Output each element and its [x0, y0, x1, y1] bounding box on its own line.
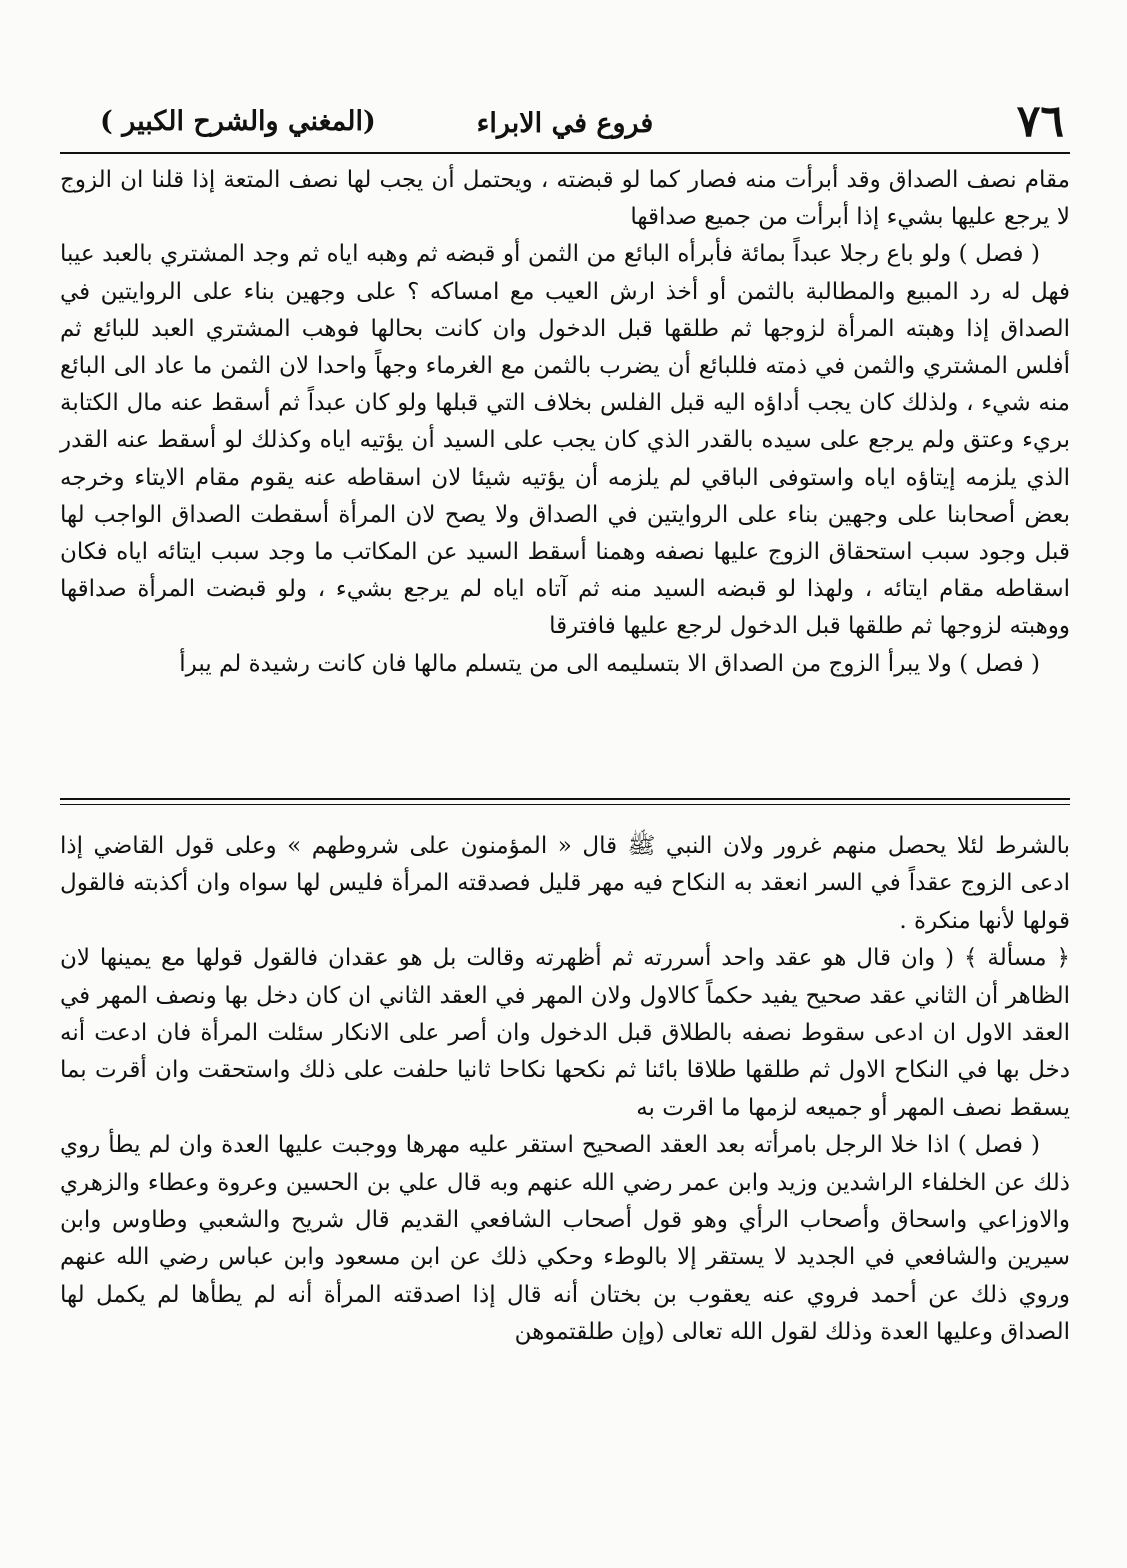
section-title: فروع في الابراء: [476, 108, 654, 139]
main-text: [60, 162, 1070, 683]
section-divider: [60, 798, 1070, 805]
page-number: ٧٦: [1016, 96, 1064, 147]
page-header: [60, 90, 1070, 152]
commentary-text: [60, 828, 1070, 1352]
paragraph: ( فصل ) ولو باع رجلا عبداً بمائة فأبرأه البائع من الثمن أو قبضه ثم وهبه اياه ثم وجد المشتري بالعبد عيبا فهل له رد المبيع والمطالبة بالثمن أو أخذ ارش العيب مع امساكه ؟ على وجهين بناء على الروايتين في الصداق إذا وهبته المرأة لزوجها ثم طلقها قبل الدخول وان كانت بحالها فوهب المشتري العبد للبائع ثم أفلس المشتري والثمن في ذمته فللبائع أن يضرب بالثمن مع الغرماء وجهاً واحدا لان الثمن ما عاد الى البائع منه شيء ، ولذلك كان يجب أداؤه اليه قبل الفلس بخلاف التي قبلها ولو كان عبداً ثم أسقط عنه مال الكتابة بريء وعتق ولم يرجع على سيده بالقدر الذي كان يجب على السيد أن يؤتيه اياه وكذلك لو أسقط عنه القدر الذي يلزمه إيتاؤه اياه واستوفى الباقي لم يلزمه أن يؤتيه شيئا لان اسقاطه عنه يقوم مقام الايتاء وخرجه بعض أصحابنا على وجهين بناء على الروايتين في الصداق ولا يصح لان المرأة أسقطت الصداق الواجب لها قبل وجود سبب استحقاق الزوج عليها نصفه وهمنا أسقط السيد عن المكاتب ما وجد سبب ايتائه اياه فكان اسقاطه مقام ايتائه ، ولهذا لو قبضه السيد منه ثم آتاه اياه لم يرجع بشيء ، ولو قبضت المرأة صداقها ووهبته لزوجها ثم طلقها قبل الدخول لرجع عليها فافترقا: [60, 241, 1070, 640]
book-page: [60, 90, 1070, 1530]
paragraph: مقام نصف الصداق وقد أبرأت منه فصار كما لو قبضته ، ويحتمل أن يجب لها نصف المتعة إذا قلنا ان الزوج لا يرجع عليها بشيء إذا أبرأت من جميع صداقها: [60, 167, 1070, 231]
book-title: ( المغني والشرح الكبير): [100, 106, 376, 137]
paragraph: ( فصل ) اذا خلا الرجل بامرأته بعد العقد الصحيح استقر عليه مهرها ووجبت عليها العدة وان لم يطأ روي ذلك عن الخلفاء الراشدين وزيد وابن عمر رضي الله عنهم وبه قال علي بن الحسين وعروة وعطاء والزهري والاوزاعي واسحاق وأصحاب الرأي وهو قول أصحاب الشافعي القديم قال شريح والشعبي وطاوس وابن سيرين والشافعي في الجديد لا يستقر إلا بالوطء وحكي ذلك عن ابن مسعود وابن عباس رضي الله عنهم وروي ذلك عن أحمد فروي عنه يعقوب بن بختان أنه قال إذا اصدقته المرأة أنه لم يطأها لم يكمل لها الصداق وعليها العدة وذلك لقول الله تعالى (وإن طلقتموهن: [60, 1132, 1070, 1346]
paragraph: ( فصل ) ولا يبرأ الزوج من الصداق الا بتسليمه الى من يتسلم مالها فان كانت رشيدة لم يبرأ: [179, 650, 1040, 677]
paragraph: بالشرط لئلا يحصل منهم غرور ولان النبي ﷺ قال « المؤمنون على شروطهم » وعلى قول القاضي إذا ادعى الزوج عقداً في السر انعقد به النكاح فيه مهر قليل فصدقته المرأة فليس لها سواه وان أكذبته فالقول قولها لأنها منكرة .: [60, 833, 1070, 934]
header-rule: [60, 152, 1070, 154]
paragraph: ﴿ مسألة ﴾ ( وان قال هو عقد واحد أسررته ثم أظهرته وقالت بل هو عقدان فالقول قولها مع يمينها لان الظاهر أن الثاني عقد صحيح يفيد حكماً كالاول ولان المهر في العقد الثاني ان كان دخل بها ونصف المهر في العقد الاول ان ادعى سقوط نصفه بالطلاق قبل الدخول وان أصر على الانكار سئلت المرأة فان ادعت أنه دخل بها في النكاح الاول ثم طلقها طلاقا بائنا ثم نكحها نكاحا ثانيا حلفت على ذلك واستحقت وان أقرت بما يسقط نصف المهر أو جميعه لزمها ما اقرت به: [60, 945, 1070, 1121]
